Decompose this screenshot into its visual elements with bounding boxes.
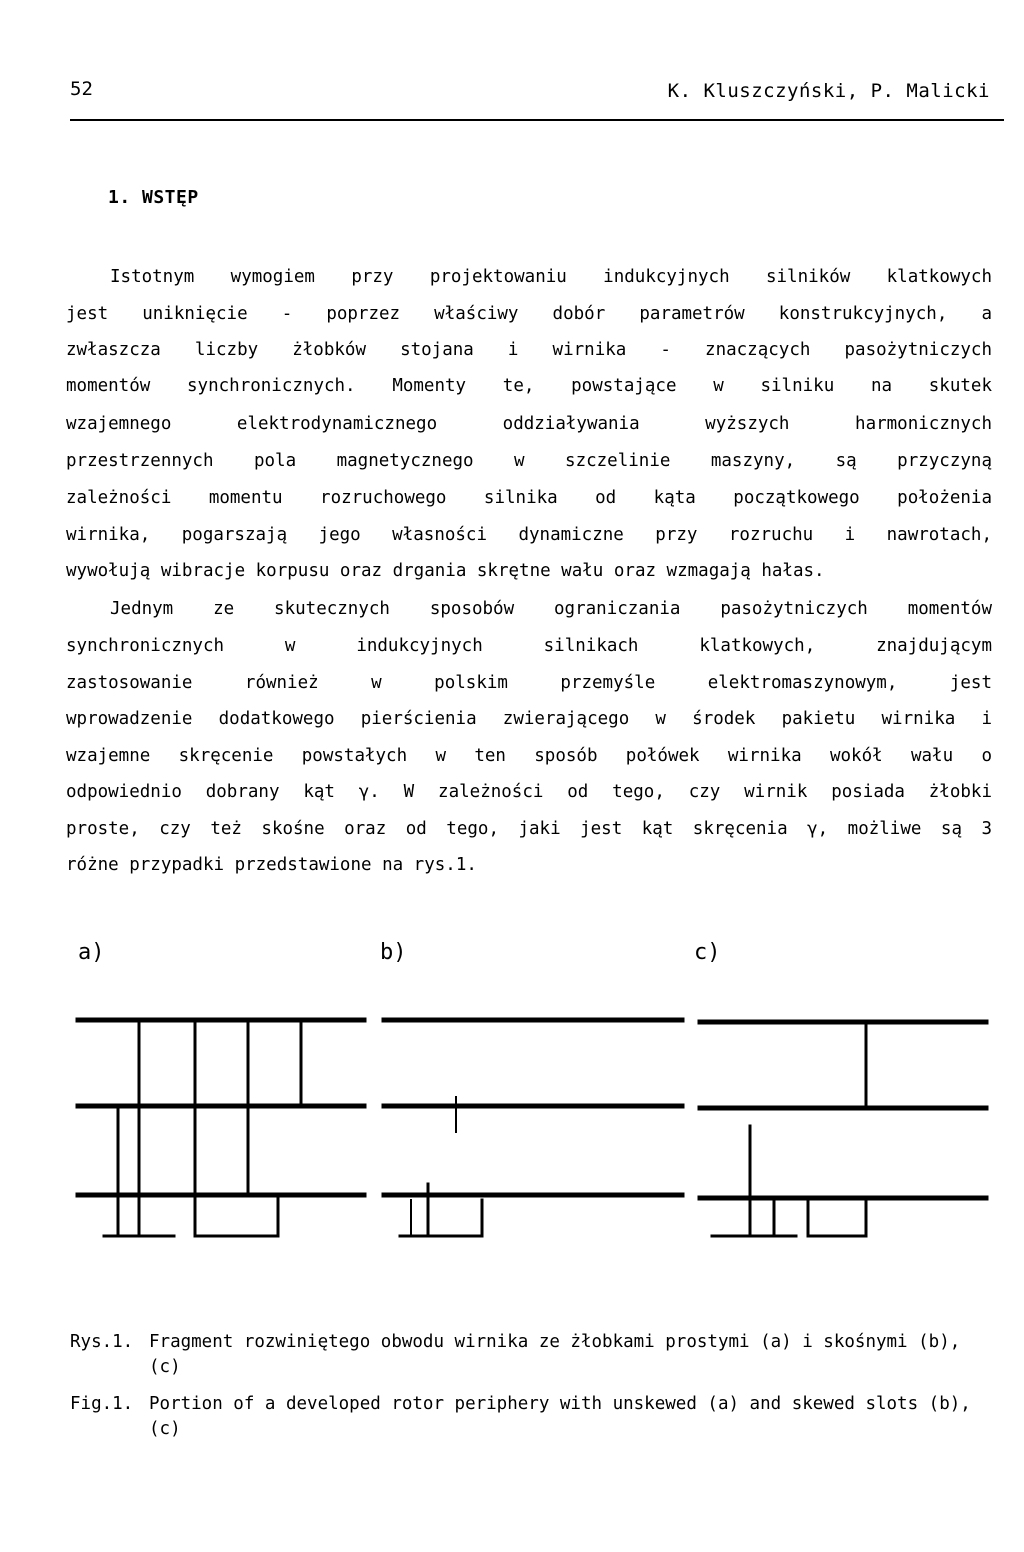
section-title: 1. WSTĘP [108,187,199,208]
body-line: proste, czy też skośne oraz od tego, jaki jest kąt skręcenia γ, możliwe są 3 [66,819,992,839]
caption-text: Fragment rozwiniętego obwodu wirnika ze żłobkami prostymi (a) i skośnymi (b), (c) [149,1332,961,1377]
body-line: jest uniknięcie - poprzez właściwy dobór parametrów konstrukcyjnych, a [66,304,992,324]
body-line: zastosowanie również w polskim przemyśle elektromaszynowym, jest [66,673,992,693]
body-line: Jednym ze skutecznych sposobów ograniczania pasożytniczych momentów [110,599,992,619]
body-line: momentów synchronicznych. Momenty te, powstające w silniku na skutek [66,376,992,396]
page-number: 52 [70,78,93,100]
body-line: Istotnym wymogiem przy projektowaniu indukcyjnych silników klatkowych [110,267,992,287]
figure-label-c: c) [694,940,721,965]
body-line: wywołują wibracje korpusu oraz drgania skrętne wału oraz wzmagają hałas. [66,561,825,581]
body-line: wzajemnego elektrodynamicznego oddziaływania wyższych harmonicznych [66,414,992,434]
caption-text: Portion of a developed rotor periphery with unskewed (a) and skewed slots (b), (c) [149,1394,971,1439]
panel-b-skewed-slots [384,1020,682,1236]
running-head-authors: K. Kluszczyński, P. Malicki [667,80,990,102]
body-line: odpowiednio dobrany kąt γ. W zależności od tego, czy wirnik posiada żłobki [66,782,992,802]
panel-c-skewed-slots [700,1022,986,1236]
body-line: wirnika, pogarszają jego własności dynamiczne przy rozruchu i nawrotach, [66,525,992,545]
caption-label: Rys.1. [70,1332,134,1352]
body-line: wzajemne skręcenie powstałych w ten sposób połówek wirnika wokół wału o [66,746,992,766]
body-line: zwłaszcza liczby żłobków stojana i wirnika - znaczących pasożytniczych [66,340,992,360]
panel-a-straight-slots [78,1020,364,1236]
figure-label-a: a) [78,940,105,965]
figure-label-b: b) [380,940,407,965]
body-line: wprowadzenie dodatkowego pierścienia zwierającego w środek pakietu wirnika i [66,709,992,729]
caption-polish [70,1330,990,1382]
body-line: synchronicznych w indukcyjnych silnikach klatkowych, znajdującym [66,636,992,656]
caption-english [70,1392,990,1444]
body-line: różne przypadki przedstawione na rys.1. [66,855,477,875]
body-line: zależności momentu rozruchowego silnika od kąta początkowego położenia [66,488,992,508]
body-line: przestrzennych pola magnetycznego w szczelinie maszyny, są przyczyną [66,451,992,471]
caption-label: Fig.1. [70,1394,134,1414]
